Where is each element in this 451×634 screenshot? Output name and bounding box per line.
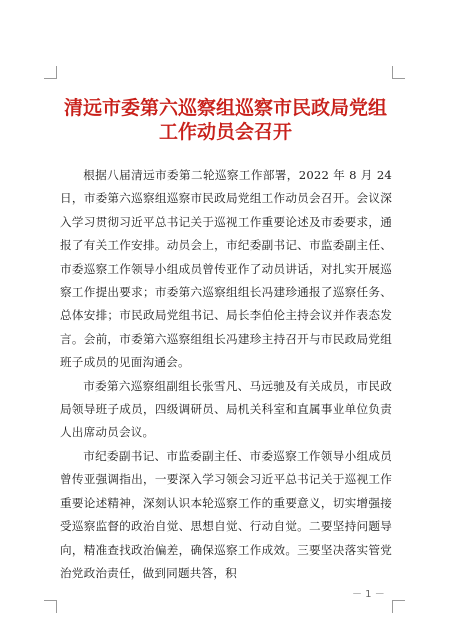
crop-mark-bottom-right — [392, 600, 405, 613]
document-title — [56, 96, 395, 144]
title-line-1: 清远市委第六巡察组巡察市民政局党组 — [63, 97, 387, 119]
paragraph-3: 市纪委副书记、市监委副主任、市委巡察工作领导小组成员曾传亚强调指出，一要深入学习领会习近平总书记关于巡视工作重要论述精神，深刻认识本轮巡察工作的重要意义，切实增强接受巡察监督的政治自觉、思想自觉、行动自觉。二要坚持问题导向，精准查找政治偏差，确保巡察工作成效。三要坚决落实管党治党政治责任，做到同题共答，积 — [60, 448, 392, 580]
title-line-2: 工作动员会召开 — [158, 121, 292, 143]
crop-mark-top-left — [44, 66, 57, 79]
document-body — [60, 164, 392, 585]
paragraph-2: 市委第六巡察组副组长张雪凡、马远驰及有关成员，市民政局领导班子成员，四级调研员、局机关科室和直属事业单位负责人出席动员会议。 — [60, 378, 392, 440]
page-number: － 1 － — [352, 589, 385, 600]
paragraph-1: 根据八届清远市委第二轮巡察工作部署，2022 年 8 月 24 日，市委第六巡察组巡察市民政局党组工作动员会召开。会议深入学习贯彻习近平总书记关于巡视工作重要论述及市委要求，通报了有关工作安排。动员会上，市纪委副书记、市监委副主任、市委巡察工作领导小组成员曾传亚作了动员讲话，对扎实开展巡察工作提出要求；市委第六巡察组组长冯建珍通报了巡察任务、总体安排；市民政局党组书记、局长李伯伦主持会议并作表态发言。会前，市委第六巡察组组长冯建珍主持召开与市民政局党组班子成员的见面沟通会。 — [60, 168, 392, 370]
crop-mark-bottom-left — [44, 600, 57, 613]
crop-mark-top-right — [392, 66, 405, 79]
